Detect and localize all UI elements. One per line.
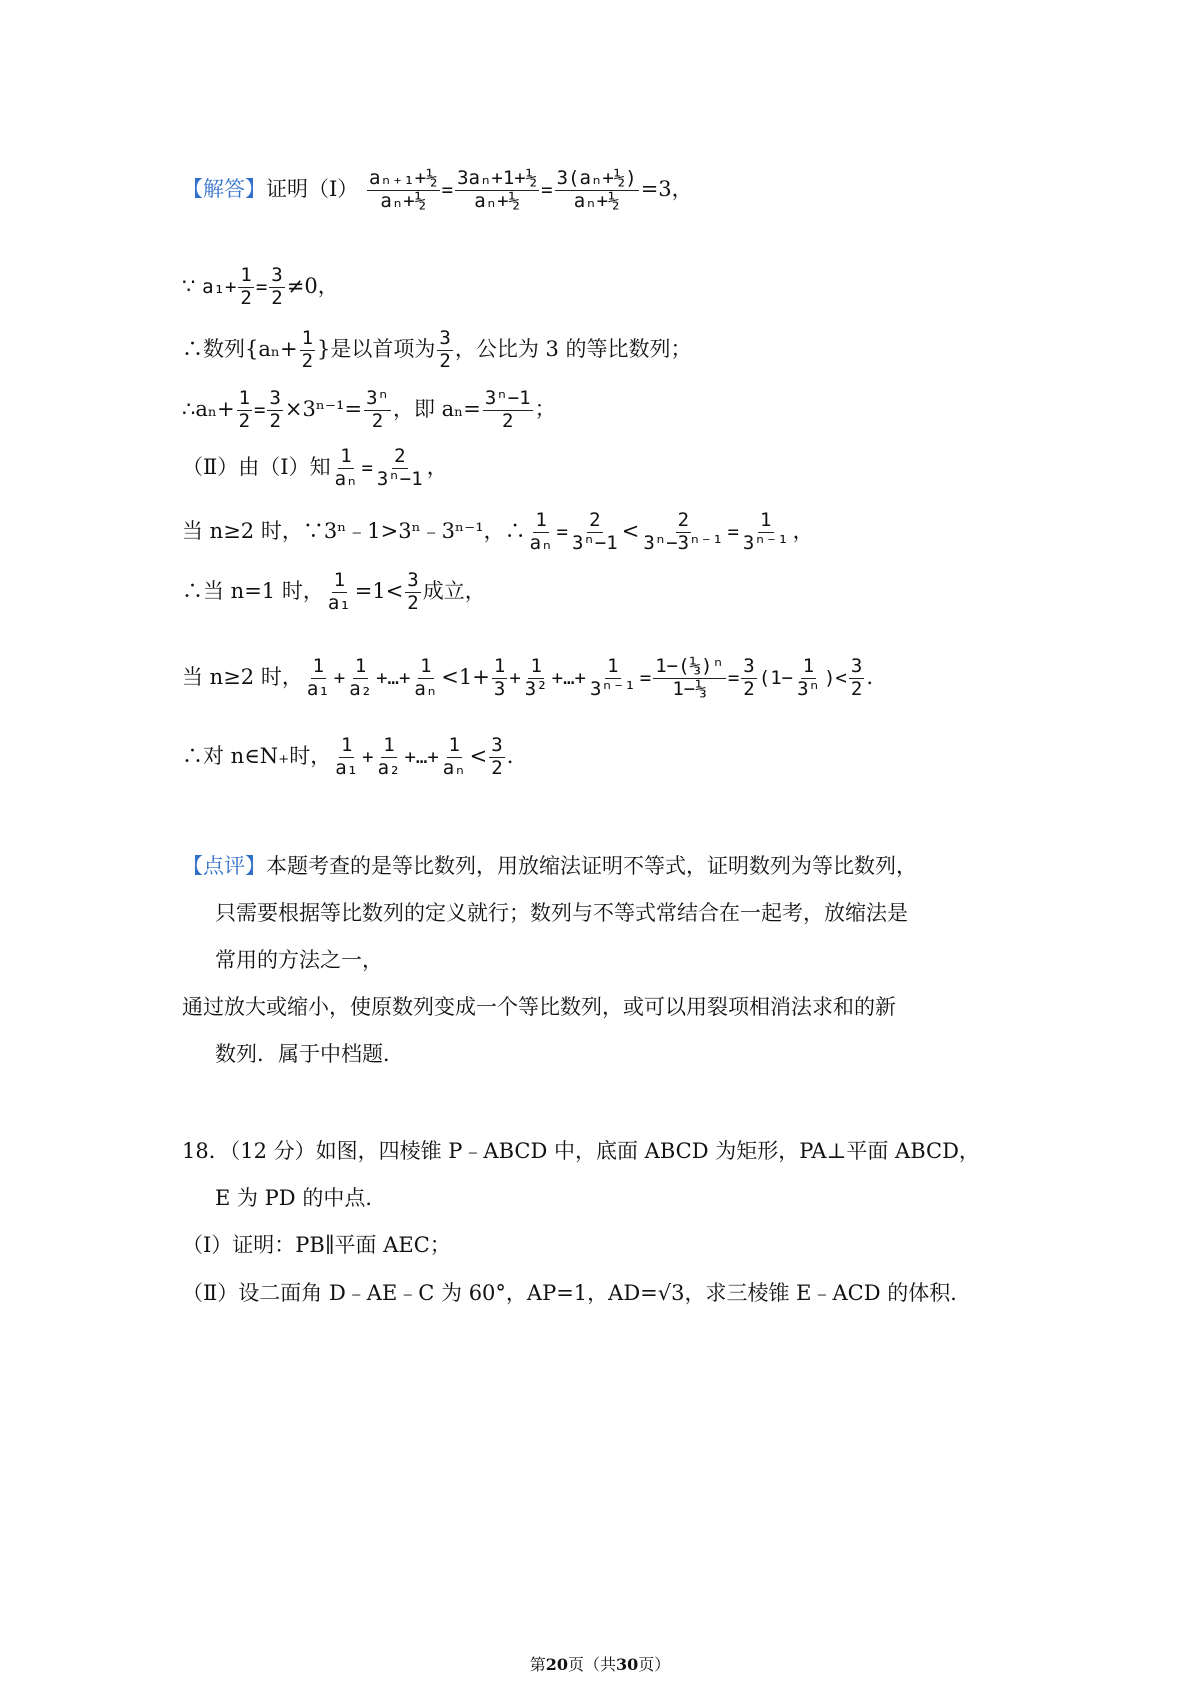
solution-line-7: ∴当 n=1 时， $\frac{1}{\text{a₁}}$ =1< $\frac{3}{2}$ 成立， bbox=[182, 569, 486, 614]
fraction: $\frac{1}{2}$ bbox=[301, 327, 314, 372]
fraction: $\frac{1}{\text{3ⁿ⁻¹}}$ bbox=[589, 655, 636, 700]
fraction: $\frac{\text{3aₙ+1+½}}{\text{aₙ+½}}$ bbox=[457, 167, 538, 212]
solution-line-8: 当 n≥2 时， $\frac{1}{\text{a₁}}$ + $\frac{1}{\text{a₂}}$ +…+ $\frac{1}{\text{aₙ}}$ <1+ $\frac{1}{3}$ + $\frac{1}{\text{3²}}$ +…+ $\frac{1}{\text{3ⁿ⁻¹}}$ = $\frac{\text{1−(⅓)ⁿ}}{\text{1−⅓}}$ = $\frac{3}{2}$ (1− $\frac{1}{\text{3ⁿ}}$ )< $\frac{3}{2}$ . bbox=[182, 655, 873, 700]
fraction: $\frac{1}{\text{aₙ}}$ bbox=[529, 509, 553, 554]
comment-line-3: 常用的方法之一， bbox=[215, 948, 383, 972]
page-number: 20 bbox=[545, 1655, 568, 1674]
fraction: $\frac{2}{\text{3ⁿ−1}}$ bbox=[376, 445, 423, 490]
fraction: $\frac{2}{\text{3ⁿ−3ⁿ⁻¹}}$ bbox=[643, 509, 724, 554]
fraction: $\frac{\text{1−(⅓)ⁿ}}{\text{1−⅓}}$ bbox=[655, 655, 724, 700]
fraction: $\frac{2}{\text{3ⁿ−1}}$ bbox=[571, 509, 618, 554]
solution-line-1: 【解答】证明（Ⅰ） $\frac{\text{aₙ₊₁+½}}{\text{aₙ+½}}$ = $\frac{\text{3aₙ+1+½}}{\text{aₙ+½}}$ = $\frac{\text{3(aₙ+½)}}{\text{aₙ+½}}$ =3， bbox=[182, 167, 693, 212]
solution-intro: 证明（Ⅰ） bbox=[266, 176, 359, 201]
fraction: $\frac{1}{\text{a₁}}$ bbox=[335, 734, 359, 779]
problem-18-line-2: E 为 PD 的中点． bbox=[215, 1186, 387, 1210]
fraction: $\frac{3}{2}$ bbox=[439, 327, 451, 372]
fraction: $\frac{1}{\text{3ⁿ⁻¹}}$ bbox=[742, 509, 789, 554]
fraction: $\frac{\text{3ⁿ−1}}{2}$ bbox=[484, 387, 531, 432]
fraction: $\frac{3}{2}$ bbox=[407, 569, 419, 614]
fraction: $\frac{1}{\text{a₂}}$ bbox=[377, 734, 401, 779]
fraction: $\frac{1}{\text{a₁}}$ bbox=[327, 569, 351, 614]
fraction: $\frac{3}{2}$ bbox=[269, 387, 281, 432]
fraction: $\frac{1}{\text{aₙ}}$ bbox=[334, 445, 358, 490]
fraction: $\frac{3}{2}$ bbox=[271, 264, 283, 309]
fraction: $\frac{\text{aₙ₊₁+½}}{\text{aₙ+½}}$ bbox=[368, 167, 438, 212]
page-footer: 第20页（共30页） bbox=[529, 1655, 671, 1674]
fraction: $\frac{1}{2}$ bbox=[238, 387, 251, 432]
comment-line-4: 通过放大或缩小，使原数列变成一个等比数列，或可以用裂项相消法求和的新 bbox=[182, 995, 896, 1019]
comment-line-5: 数列．属于中档题． bbox=[215, 1042, 404, 1066]
fraction: $\frac{3}{2}$ bbox=[743, 655, 755, 700]
fraction: $\frac{3}{2}$ bbox=[850, 655, 863, 700]
problem-18-line-3: （Ⅰ）证明：PB∥平面 AEC； bbox=[182, 1233, 451, 1257]
fraction: $\frac{1}{\text{3²}}$ bbox=[524, 655, 548, 700]
fraction: $\frac{1}{\text{3ⁿ}}$ bbox=[797, 655, 820, 700]
fraction: $\frac{1}{\text{aₙ}}$ bbox=[442, 734, 466, 779]
solution-line-9: ∴对 n∈N₊时， $\frac{1}{\text{a₁}}$ + $\frac{1}{\text{a₂}}$ +…+ $\frac{1}{\text{aₙ}}$ < $\frac{3}{2}$ . bbox=[182, 734, 514, 779]
page-total: 30 bbox=[616, 1655, 639, 1674]
solution-line-2: ∵ a₁+ $\frac{1}{2}$ = $\frac{3}{2}$ ≠0， bbox=[182, 264, 339, 309]
fraction: $\frac{1}{\text{a₁}}$ bbox=[306, 655, 330, 700]
comment-line-1: 【点评】本题考查的是等比数列，用放缩法证明不等式，证明数列为等比数列， bbox=[182, 854, 917, 878]
comment-tag: 【点评】 bbox=[182, 854, 266, 878]
problem-18-line-1: 18．（12 分）如图，四棱锥 P﹣ABCD 中，底面 ABCD 为矩形，PA⊥平面 ABCD， bbox=[182, 1139, 980, 1163]
fraction: $\frac{1}{\text{a₂}}$ bbox=[349, 655, 373, 700]
comment-line-2: 只需要根据等比数列的定义就行；数列与不等式常结合在一起考，放缩法是 bbox=[215, 901, 908, 925]
solution-line-6: 当 n≥2 时，∵3ⁿ﹣1>3ⁿ﹣3ⁿ⁻¹，∴ $\frac{1}{\text{aₙ}}$ = $\frac{2}{\text{3ⁿ−1}}$ < $\frac{2}{\text{3ⁿ−3ⁿ⁻¹}}$ = $\frac{1}{\text{3ⁿ⁻¹}}$ ， bbox=[182, 509, 814, 554]
problem-18-line-4: （Ⅱ）设二面角 D﹣AE﹣C 为 60°，AP=1，AD=√3，求三棱锥 E﹣ACD 的体积． bbox=[182, 1281, 972, 1305]
solution-line-3: ∴数列{aₙ+ $\frac{1}{2}$ }是以首项为 $\frac{3}{2}$ ，公比为 3 的等比数列； bbox=[182, 327, 692, 372]
fraction: $\frac{1}{\text{aₙ}}$ bbox=[414, 655, 438, 700]
solution-line-5: （Ⅱ）由（Ⅰ）知 $\frac{1}{\text{aₙ}}$ = $\frac{2}{\text{3ⁿ−1}}$ ， bbox=[182, 445, 448, 490]
fraction: $\frac{1}{3}$ bbox=[493, 655, 506, 700]
fraction: $\frac{\text{3ⁿ}}{2}$ bbox=[366, 387, 389, 432]
solution-line-4: ∴aₙ+ $\frac{1}{2}$ = $\frac{3}{2}$ ×3ⁿ⁻¹= $\frac{\text{3ⁿ}}{2}$ ，即 aₙ= $\frac{\text{3ⁿ−1}}{2}$ ； bbox=[182, 387, 556, 432]
fraction: $\frac{3}{2}$ bbox=[491, 734, 503, 779]
fraction: $\frac{\text{3(aₙ+½)}}{\text{aₙ+½}}$ bbox=[556, 167, 637, 212]
fraction: $\frac{1}{2}$ bbox=[240, 264, 252, 309]
solution-tag: 【解答】 bbox=[182, 176, 266, 201]
